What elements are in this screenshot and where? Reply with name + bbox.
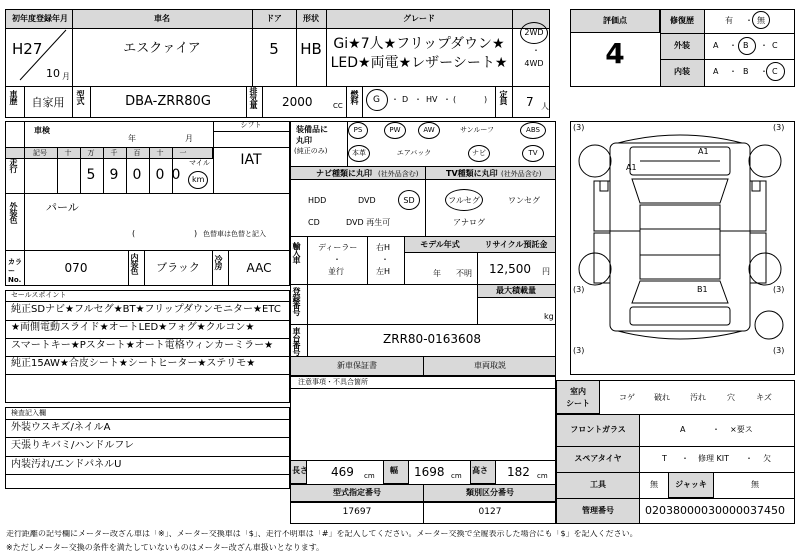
navi-dvd-play: DVD 再生可 <box>346 218 391 227</box>
model-label: 型式 <box>76 90 85 104</box>
equipment-label-1: 装備品に <box>296 125 328 134</box>
diagram-mark-a1-hood: A1 <box>698 147 709 156</box>
score-value: 4 <box>605 37 625 70</box>
tools-value: 無 <box>650 480 658 489</box>
seat-opt-dirt: 汚れ <box>690 393 706 402</box>
exterior-opt-b: B <box>743 41 749 50</box>
glass-opt-replace: ×要ス <box>730 425 753 434</box>
digit-label-thousand: 千 <box>110 149 118 157</box>
length-label: 長さ <box>292 466 308 475</box>
score-label: 評価点 <box>603 16 627 25</box>
spare-opt-dot2: ・ <box>745 454 753 463</box>
seat-opt-tear: 破れ <box>654 393 670 402</box>
interior-color-label: 内装色 <box>130 253 139 274</box>
drive-4wd: 4WD <box>524 59 544 68</box>
fuel-dot2: ・ <box>414 95 422 104</box>
footer-note-2: ※ただしメーター交換の条件を満たしていないものはメーター改ざん車扱いとなります。 <box>6 543 325 552</box>
mileage-digit-3: 0 <box>132 167 142 183</box>
ac-label: 冷房 <box>214 255 223 269</box>
displacement-label: 排気量 <box>249 87 258 108</box>
jack-label: ジャッキ <box>675 480 707 489</box>
equip-abs: ABS <box>526 126 540 134</box>
first-reg-month: 10 <box>46 67 60 80</box>
class-code-value: 0127 <box>478 507 502 517</box>
glass-opt-dot: ・ <box>712 425 720 434</box>
color-no-label: カラーNo. <box>8 258 22 284</box>
equip-aw: AW <box>423 126 435 134</box>
digit-label-ten-thousand-10: 十 <box>64 149 72 157</box>
grade-line-1: Gi★7人★フリップダウン★ <box>333 36 505 52</box>
manual-label: 車両取説 <box>474 361 506 370</box>
equip-ps: PS <box>353 126 363 134</box>
sales-points-label: セールスポイント <box>11 291 67 299</box>
equip-airbag: エアバック <box>396 149 432 157</box>
inspection-year-unit: 年 <box>128 134 136 143</box>
equipment-label-3: (純正のみ) <box>294 147 328 155</box>
spare-opt-t: T <box>662 454 667 463</box>
mileage-sign-label: 記号 <box>33 149 47 157</box>
control-number-value: 02038000030000037450 <box>645 504 785 517</box>
repair-opt-yes: 有 <box>725 16 733 25</box>
import-dealer: ディーラー <box>318 243 358 252</box>
interior-opt-c: C <box>772 67 778 76</box>
drive-dot: ・ <box>532 46 540 55</box>
ac-value: AAC <box>246 261 272 275</box>
equip-leather: 本革 <box>352 149 366 157</box>
seat-label-1: 室内 <box>570 387 586 396</box>
sales-point-line: 純正SDナビ★フルセグ★BT★フリップダウンモニター★ETC <box>11 304 281 315</box>
fuel-paren-open: ( <box>453 95 457 104</box>
mileage-digit-1: 5 <box>86 167 96 183</box>
navi-cd: CD <box>308 218 320 227</box>
width-value: 1698 <box>414 465 445 479</box>
spare-opt-none: 欠 <box>763 454 771 463</box>
equip-sunroof: サンルーフ <box>459 126 495 134</box>
diagram-paren-top-right: (3) <box>773 123 785 132</box>
sales-point-line: ★両側電動スライド★オートLED★フォグ★クルコン★ <box>11 322 255 333</box>
seat-opt-scorch: コゲ <box>619 393 635 402</box>
cc-unit: CC <box>333 102 343 110</box>
interior-opt-dot2: ・ <box>760 67 768 76</box>
mileage-digit-2: 9 <box>109 167 119 183</box>
width-label: 幅 <box>390 466 398 475</box>
diagram-paren-bottom-right: (3) <box>773 285 785 294</box>
equip-pw: PW <box>389 126 401 134</box>
seat-opt-hole: 穴 <box>727 393 735 402</box>
mileage-digit-5: 0 <box>171 167 181 183</box>
fuel-dot1: ・ <box>391 95 399 104</box>
import-dot-2: ・ <box>381 255 389 264</box>
first-reg-label: 初年度登録年月 <box>12 14 68 23</box>
diagram-paren-low-right: (3) <box>773 346 785 355</box>
chassis-value: ZRR80-0163608 <box>383 332 481 346</box>
import-right-h: 右H <box>376 243 391 252</box>
navi-hdd: HDD <box>308 196 327 205</box>
model-value: DBA-ZRR80G <box>125 94 211 109</box>
tv-analog: アナログ <box>453 218 485 227</box>
car-diagram <box>570 121 795 375</box>
displacement-value: 2000 <box>282 95 313 109</box>
digit-label-ten: 十 <box>156 149 164 157</box>
navi-dvd: DVD <box>358 196 376 205</box>
door-count: 5 <box>269 40 279 58</box>
first-reg-era: H27 <box>12 40 43 58</box>
inspect-notes-label: 検査記入欄 <box>11 409 46 417</box>
equip-navi: ナビ <box>472 149 486 157</box>
interior-color-value: ブラック <box>156 261 200 274</box>
car-name: エスクァイア <box>123 41 201 56</box>
tv-oneseg: ワンセグ <box>508 196 540 205</box>
sales-point-line: スマートキー★Pスタート★オート電格ウィンカーミラー★ <box>11 340 274 351</box>
drive-2wd: 2WD <box>524 28 544 37</box>
capacity-value: 7 <box>526 95 534 109</box>
color-note-close: ) <box>194 229 198 238</box>
import-label: 輸入車 <box>292 242 301 263</box>
use-label: 車歴 <box>9 90 18 104</box>
fuel-g: G <box>373 95 380 105</box>
seat-opt-scratch: キズ <box>756 393 772 402</box>
inspection-month-unit: 月 <box>185 134 193 143</box>
length-value: 469 <box>331 465 354 479</box>
spare-label: スペアタイヤ <box>574 454 622 463</box>
fuel-paren-close: ) <box>484 95 488 104</box>
width-unit: cm <box>451 472 462 480</box>
digit-label-ten-thousand: 万 <box>87 149 95 157</box>
inspection-label: 車検 <box>34 126 50 135</box>
digit-label-hundred: 百 <box>133 149 141 157</box>
model-year-unknown: 不明 <box>456 269 472 278</box>
inspect-note-line: 内装汚れ/エンドパネルU <box>11 459 122 470</box>
inspect-note-line: 天張りキバミ/ハンドルフレ <box>11 440 134 451</box>
fuel-dot3: ・ <box>443 95 451 104</box>
max-load-unit: kg <box>544 312 554 321</box>
import-parallel: 並行 <box>328 267 344 276</box>
navi-note: (社外品含む) <box>378 170 419 178</box>
spare-opt-dot1: ・ <box>681 454 689 463</box>
first-reg-month-unit: 月 <box>62 72 70 81</box>
height-label: 高さ <box>472 466 488 475</box>
mile-unit: マイル <box>189 159 210 167</box>
diagram-paren-bottom-left: (3) <box>573 285 585 294</box>
fuel-label: 燃料 <box>350 90 359 104</box>
max-load-label: 最大積載量 <box>496 286 536 295</box>
equipment-label-2: 丸印 <box>296 136 312 145</box>
footer-note-1: 走行距離の記号欄にメーター改ざん車は「※」、メーター交換車は「$」、走行不明車は「#」を記入してください。メーター交換で全履表示した場合にも「$」を記入ください。 <box>6 530 638 538</box>
repair-opt-no: 無 <box>757 16 765 25</box>
exterior-opt-c: C <box>772 41 778 50</box>
exterior-label: 外装 <box>674 41 690 50</box>
color-note: 色替車は色替と記入 <box>203 230 266 238</box>
class-code-label: 類別区分番号 <box>466 488 514 497</box>
height-unit: cm <box>537 472 548 480</box>
chassis-label: 車台番号 <box>292 327 301 355</box>
import-left-h: 左H <box>376 267 391 276</box>
diagram-mark-a1-fender: A1 <box>626 163 637 172</box>
color-label: 外装色 <box>9 202 18 223</box>
digit-label-one: 一 <box>179 149 187 157</box>
registration-label: 登録番号 <box>292 287 301 315</box>
shape-label: 形状 <box>303 14 319 23</box>
recycle-yen: 円 <box>542 267 550 276</box>
interior-opt-b: B <box>743 67 749 76</box>
color-value: パール <box>46 201 79 214</box>
model-year-label: モデル年式 <box>420 240 460 249</box>
notes-label: 注意事項・不具合箇所 <box>298 378 368 386</box>
import-dot: ・ <box>333 255 341 264</box>
shift-value: IAT <box>240 152 262 168</box>
seat-label-2: シート <box>566 399 590 408</box>
repair-opt-dot: ・ <box>745 16 753 25</box>
interior-opt-a: A <box>713 67 719 76</box>
km-unit: km <box>192 175 205 184</box>
interior-label: 内装 <box>674 67 690 76</box>
exterior-opt-a: A <box>713 41 719 50</box>
shift-label: シフト <box>240 121 262 129</box>
capacity-unit: 人 <box>541 102 549 111</box>
capacity-label: 定員 <box>499 90 508 104</box>
mileage-label: 走行 <box>9 158 18 172</box>
mileage-digit-4: 0 <box>155 167 165 183</box>
color-no-value: 070 <box>64 261 88 275</box>
spare-opt-kit: 修理 KIT <box>698 454 730 463</box>
type-code-label: 型式指定番号 <box>333 488 381 497</box>
recycle-value: 12,500 <box>489 262 531 276</box>
tools-label: 工具 <box>590 480 606 489</box>
grade-label: グレード <box>403 14 435 23</box>
inspect-note-line: 外装ウスキズ/ネイルA <box>11 422 111 433</box>
repair-history-label: 修復歴 <box>670 16 694 25</box>
tv-note: (社外品含む) <box>501 170 542 178</box>
navi-title: ナビ種類に丸印 <box>316 169 372 178</box>
car-name-label: 車名 <box>154 14 170 23</box>
grade-line-2: LED★両電★レザーシート★ <box>330 55 508 71</box>
diagram-mark-b1-rear: B1 <box>697 285 708 294</box>
glass-label: フロントガラス <box>570 425 626 434</box>
type-code-value: 17697 <box>342 507 372 517</box>
recycle-label: リサイクル預託金 <box>484 240 548 249</box>
length-unit: cm <box>364 472 375 480</box>
fuel-d: D <box>402 95 409 104</box>
jack-value: 無 <box>751 480 759 489</box>
door-label: ドア <box>266 14 282 23</box>
exterior-opt-dot2: ・ <box>760 41 768 50</box>
color-note-open: ( <box>132 229 136 238</box>
tv-title: TV種類に丸印 <box>446 169 498 178</box>
model-year-unit: 年 <box>433 269 441 278</box>
fuel-hv: HV <box>426 95 438 104</box>
control-number-label: 管理番号 <box>582 506 614 515</box>
diagram-paren-top-left: (3) <box>573 123 585 132</box>
sales-point-line: 純正15AW★合皮シート★シートヒーター★ステリモ★ <box>11 358 256 369</box>
equip-tv: TV <box>528 149 538 157</box>
interior-opt-dot1: ・ <box>729 67 737 76</box>
height-value: 182 <box>507 465 530 479</box>
exterior-opt-dot1: ・ <box>729 41 737 50</box>
warranty-label: 新車保証書 <box>337 361 377 370</box>
tv-fullseg: フルセグ <box>448 196 480 205</box>
body-shape: HB <box>300 40 322 58</box>
navi-sd: SD <box>403 196 415 205</box>
diagram-paren-low-left: (3) <box>573 346 585 355</box>
use-value: 自家用 <box>31 96 65 109</box>
glass-opt-a: A <box>680 425 686 434</box>
